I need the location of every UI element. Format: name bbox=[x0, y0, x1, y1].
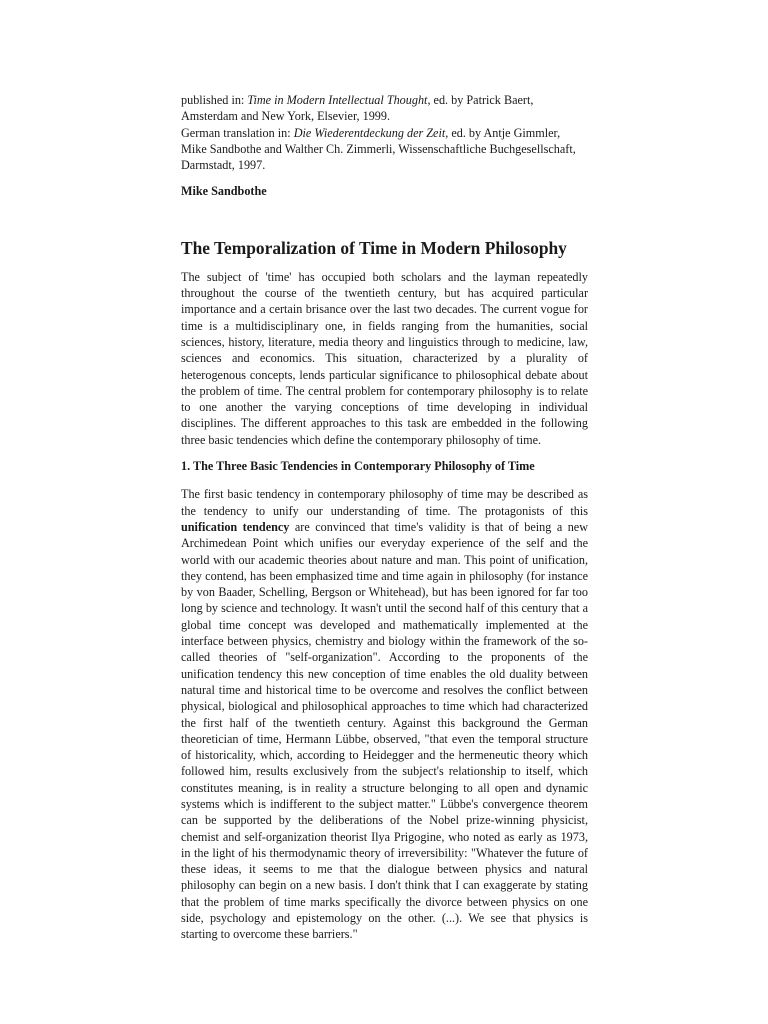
paragraph-text-start: The first basic tendency in contemporary philosophy of time may be described as the tendency to unify our understanding of time. The protagonists of this bbox=[181, 487, 588, 518]
intro-paragraph: The subject of 'time' has occupied both scholars and the layman repeatedly throughout the course of the twentieth century, but has acquired particular importance and a certain brisance over the last two decades. The current vogue for time is a multidisciplinary one, in fields ranging from the humanities, social sciences, history, literature, media theory and linguistics through to medicine, law, sciences and economics. This situation, characterized by a plurality of heterogenous concepts, lends particular significance to philosophical debate about the problem of time. The central problem for contemporary philosophy is to relate to one another the varying conceptions of time developing in individual disciplines. The different approaches to this task are embedded in the following three basic tendencies which define the contemporary philosophy of time. bbox=[181, 269, 588, 447]
document-page bbox=[181, 92, 588, 943]
publication-book-title: Time in Modern Intellectual Thought bbox=[247, 93, 428, 107]
section-paragraph bbox=[181, 486, 588, 942]
translation-line-prefix: German translation in: bbox=[181, 125, 294, 140]
author-name: Mike Sandbothe bbox=[181, 184, 267, 199]
publication-line1-prefix: published in: bbox=[181, 93, 248, 107]
key-term: unification tendency bbox=[181, 519, 290, 534]
translation-book-title: Die Wiederentdeckung der Zeit bbox=[293, 125, 446, 140]
paragraph-text-end: are convinced that time's validity is that of being a new Archimedean Point which unifies our everyday experience of the self and the world with our academic theories about nature and man. This point of unification, they contend, has been emphasized time and time again in philosophy (for instance by von Baader, Schelling, Bergson or Whitehead), but has been ignored for far too long by science and technology. It wasn't until the second half of this century that a global time concept was developed and mathematically implemented at the interface between physics, chemistry and biology within the framework of the so-called theories of "self-organization". According to the proponents of the unification tendency this new conception of time enables the old duality between natural time and historical time to be overcome and resolves the conflict between physical, biological and philosophical approaches to time which had characterized the first half of the twentieth century. Against this background the German theoretician of time, Hermann Lübbe, observed, "that even the temporal structure of historicality, which, according to Heidegger and the hermeneutic theory which followed him, results exclusively from the subject's relationship to itself, which constitutes meaning, is in reality a structure belonging to all open and dynamic systems which is indifferent to the subject matter." Lübbe's convergence theorem can be supported by the deliberations of the Nobel prize-winning physicist, chemist and self-organization theorist Ilya Prigogine, who noted as early as 1973, in the light of his thermodynamic theory of irreversibility: "Whatever the future of these ideas, it seems to me that the dialogue between physics and natural philosophy can begin on a new basis. I don't think that I can exaggerate by stating that the problem of time marks specifically the divorce between physics on one side, psychology and epistemology on the other. (...). We see that physics is starting to overcome these barriers." bbox=[181, 519, 589, 942]
translation-line-suffix: , ed. by Antje Gimmler, Mike Sandbothe and Walther Ch. Zimmerli, Wissenschaftliche Buchgesellschaft, Darmstadt, 1997. bbox=[181, 125, 576, 173]
publication-line1-suffix: , ed. by Patrick Baert, Amsterdam and New York, Elsevier, 1999. bbox=[181, 93, 534, 124]
document-title: The Temporalization of Time in Modern Philosophy bbox=[181, 237, 567, 258]
publication-info bbox=[181, 92, 588, 173]
section-heading: 1. The Three Basic Tendencies in Contemporary Philosophy of Time bbox=[181, 459, 535, 474]
